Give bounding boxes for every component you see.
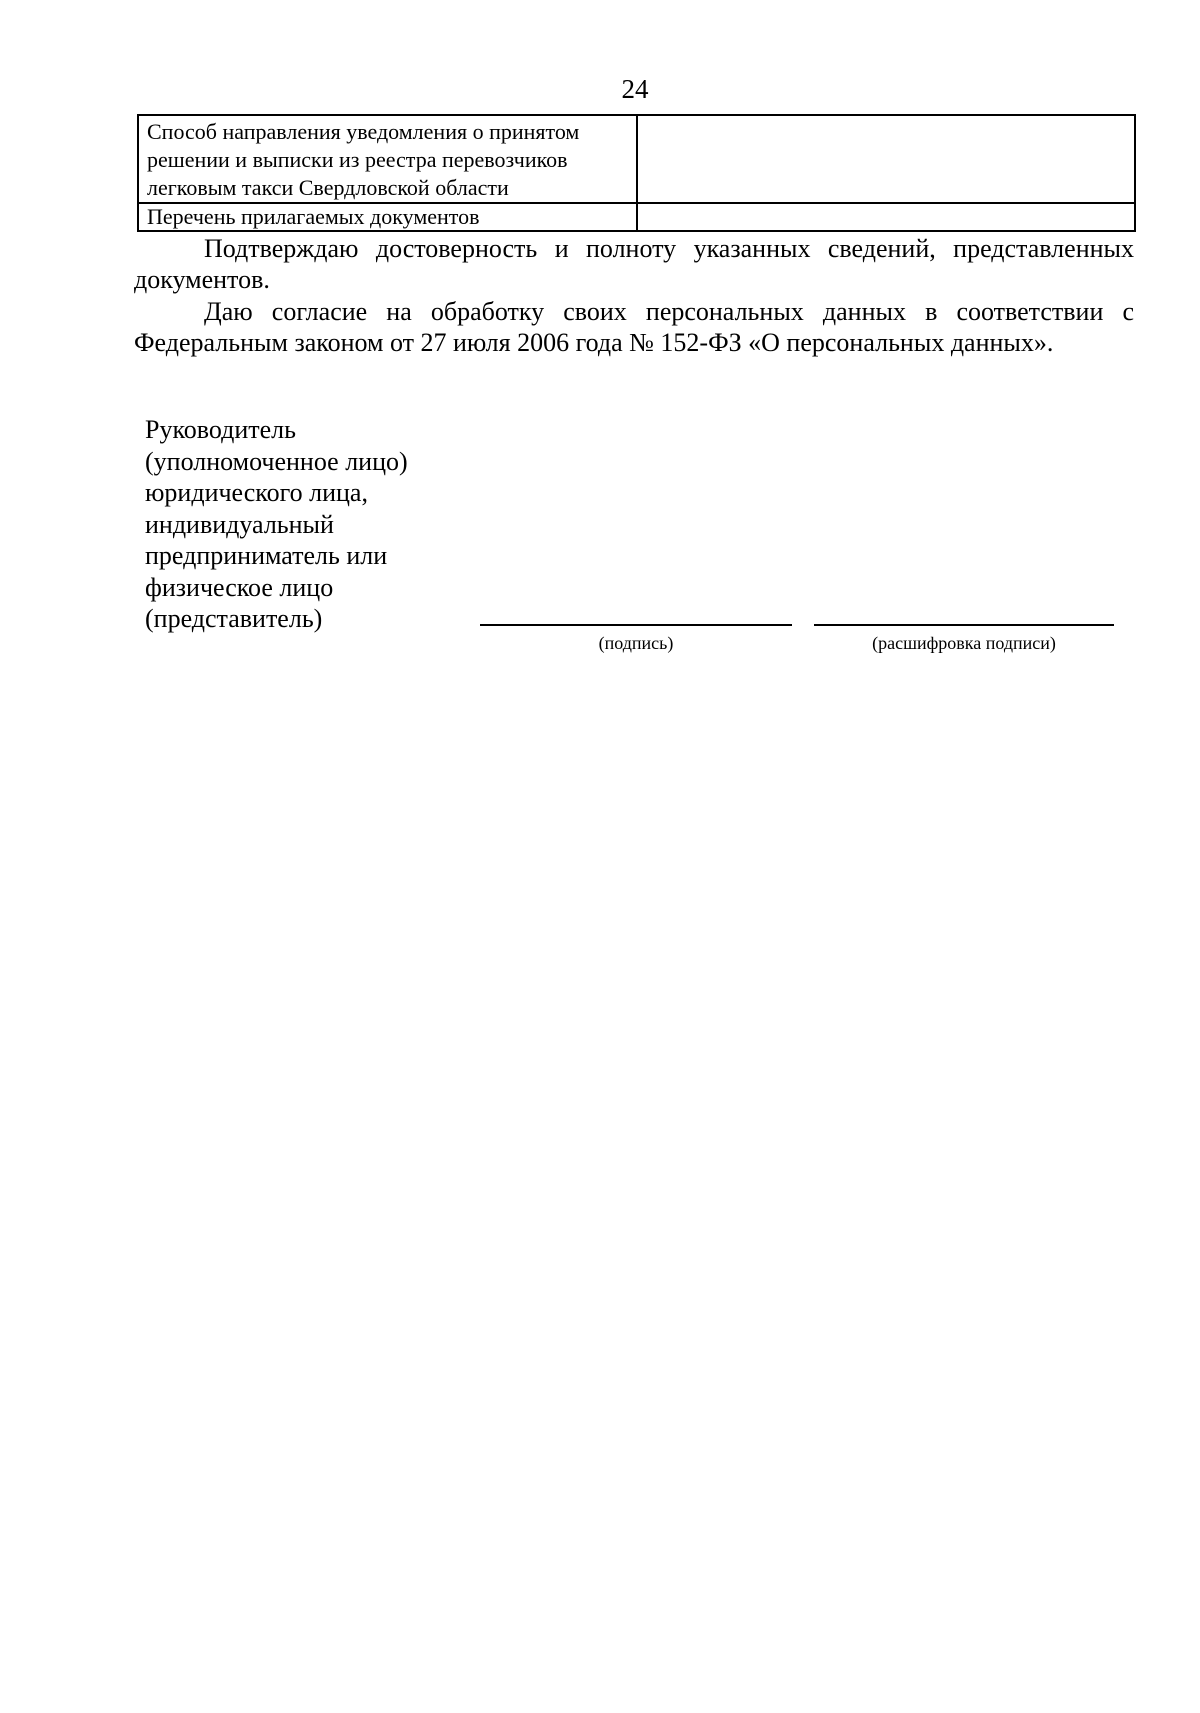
confirmation-paragraph: Подтверждаю достоверность и полноту указанных сведений, представленных документов. (134, 234, 1134, 294)
signer-line: (уполномоченное лицо) (145, 446, 408, 476)
signature-decoding-line[interactable] (814, 624, 1114, 626)
signature-caption: (подпись) (598, 633, 674, 653)
attached-documents-label: Перечень прилагаемых документов (138, 203, 637, 231)
signer-line: предприниматель или (145, 541, 388, 570)
table-row (138, 115, 1135, 203)
signer-line: (представитель) (145, 604, 323, 633)
consent-paragraph: Даю согласие на обработку своих персональных данных в соответствии с Федеральным законом от 27 июля 2006 года № 152-ФЗ «О персональных данных». (134, 297, 1134, 357)
signer-line: индивидуальный (145, 509, 334, 539)
page-number: 24 (621, 74, 649, 104)
signer-title (145, 414, 465, 635)
notification-method-label: Способ направления уведомления о принятом решении и выписки из реестра перевозчиков легковым такси Свердловской области (138, 115, 637, 203)
signer-line: Руководитель (145, 415, 296, 444)
signer-line: физическое лицо (145, 572, 334, 602)
signature-decoding-caption: (расшифровка подписи) (872, 633, 1056, 653)
signature-line[interactable] (480, 624, 792, 626)
attached-documents-value[interactable] (637, 203, 1135, 231)
signer-line: юридического лица, (145, 478, 368, 507)
application-form-table (137, 114, 1136, 232)
notification-method-value[interactable] (637, 115, 1135, 203)
table-row (138, 203, 1135, 231)
